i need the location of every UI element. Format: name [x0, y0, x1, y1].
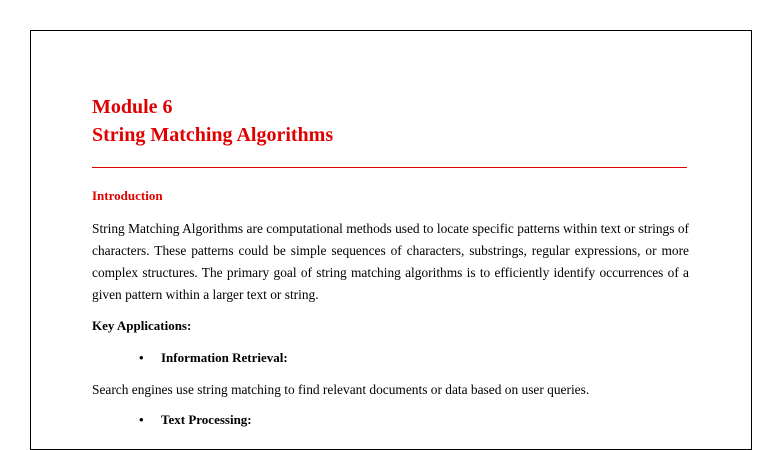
module-subject: String Matching Algorithms: [92, 124, 334, 146]
bullet-icon: •: [139, 350, 144, 365]
module-number: Module 6: [92, 96, 173, 118]
document-page: [30, 30, 752, 450]
title-divider: [92, 167, 687, 168]
list-item: [139, 411, 252, 429]
list-item-description: Search engines use string matching to find relevant documents or data based on user queries.: [92, 382, 590, 397]
list-item-title: Text Processing:: [161, 412, 252, 427]
section-heading-introduction: Introduction: [92, 188, 163, 203]
list-item-title: Information Retrieval:: [161, 350, 288, 365]
key-applications-heading: Key Applications:: [92, 318, 192, 333]
intro-paragraph: String Matching Algorithms are computational methods used to locate specific patterns within text or strings of characters. These patterns could be simple sequences of characters, substrings, regular expressions, or more complex structures. The primary goal of string matching algorithms is to efficiently identify occurrences of a given pattern within a larger text or string.: [92, 221, 689, 302]
bullet-icon: •: [139, 412, 144, 427]
module-title: [92, 93, 333, 149]
list-item: [139, 349, 288, 367]
